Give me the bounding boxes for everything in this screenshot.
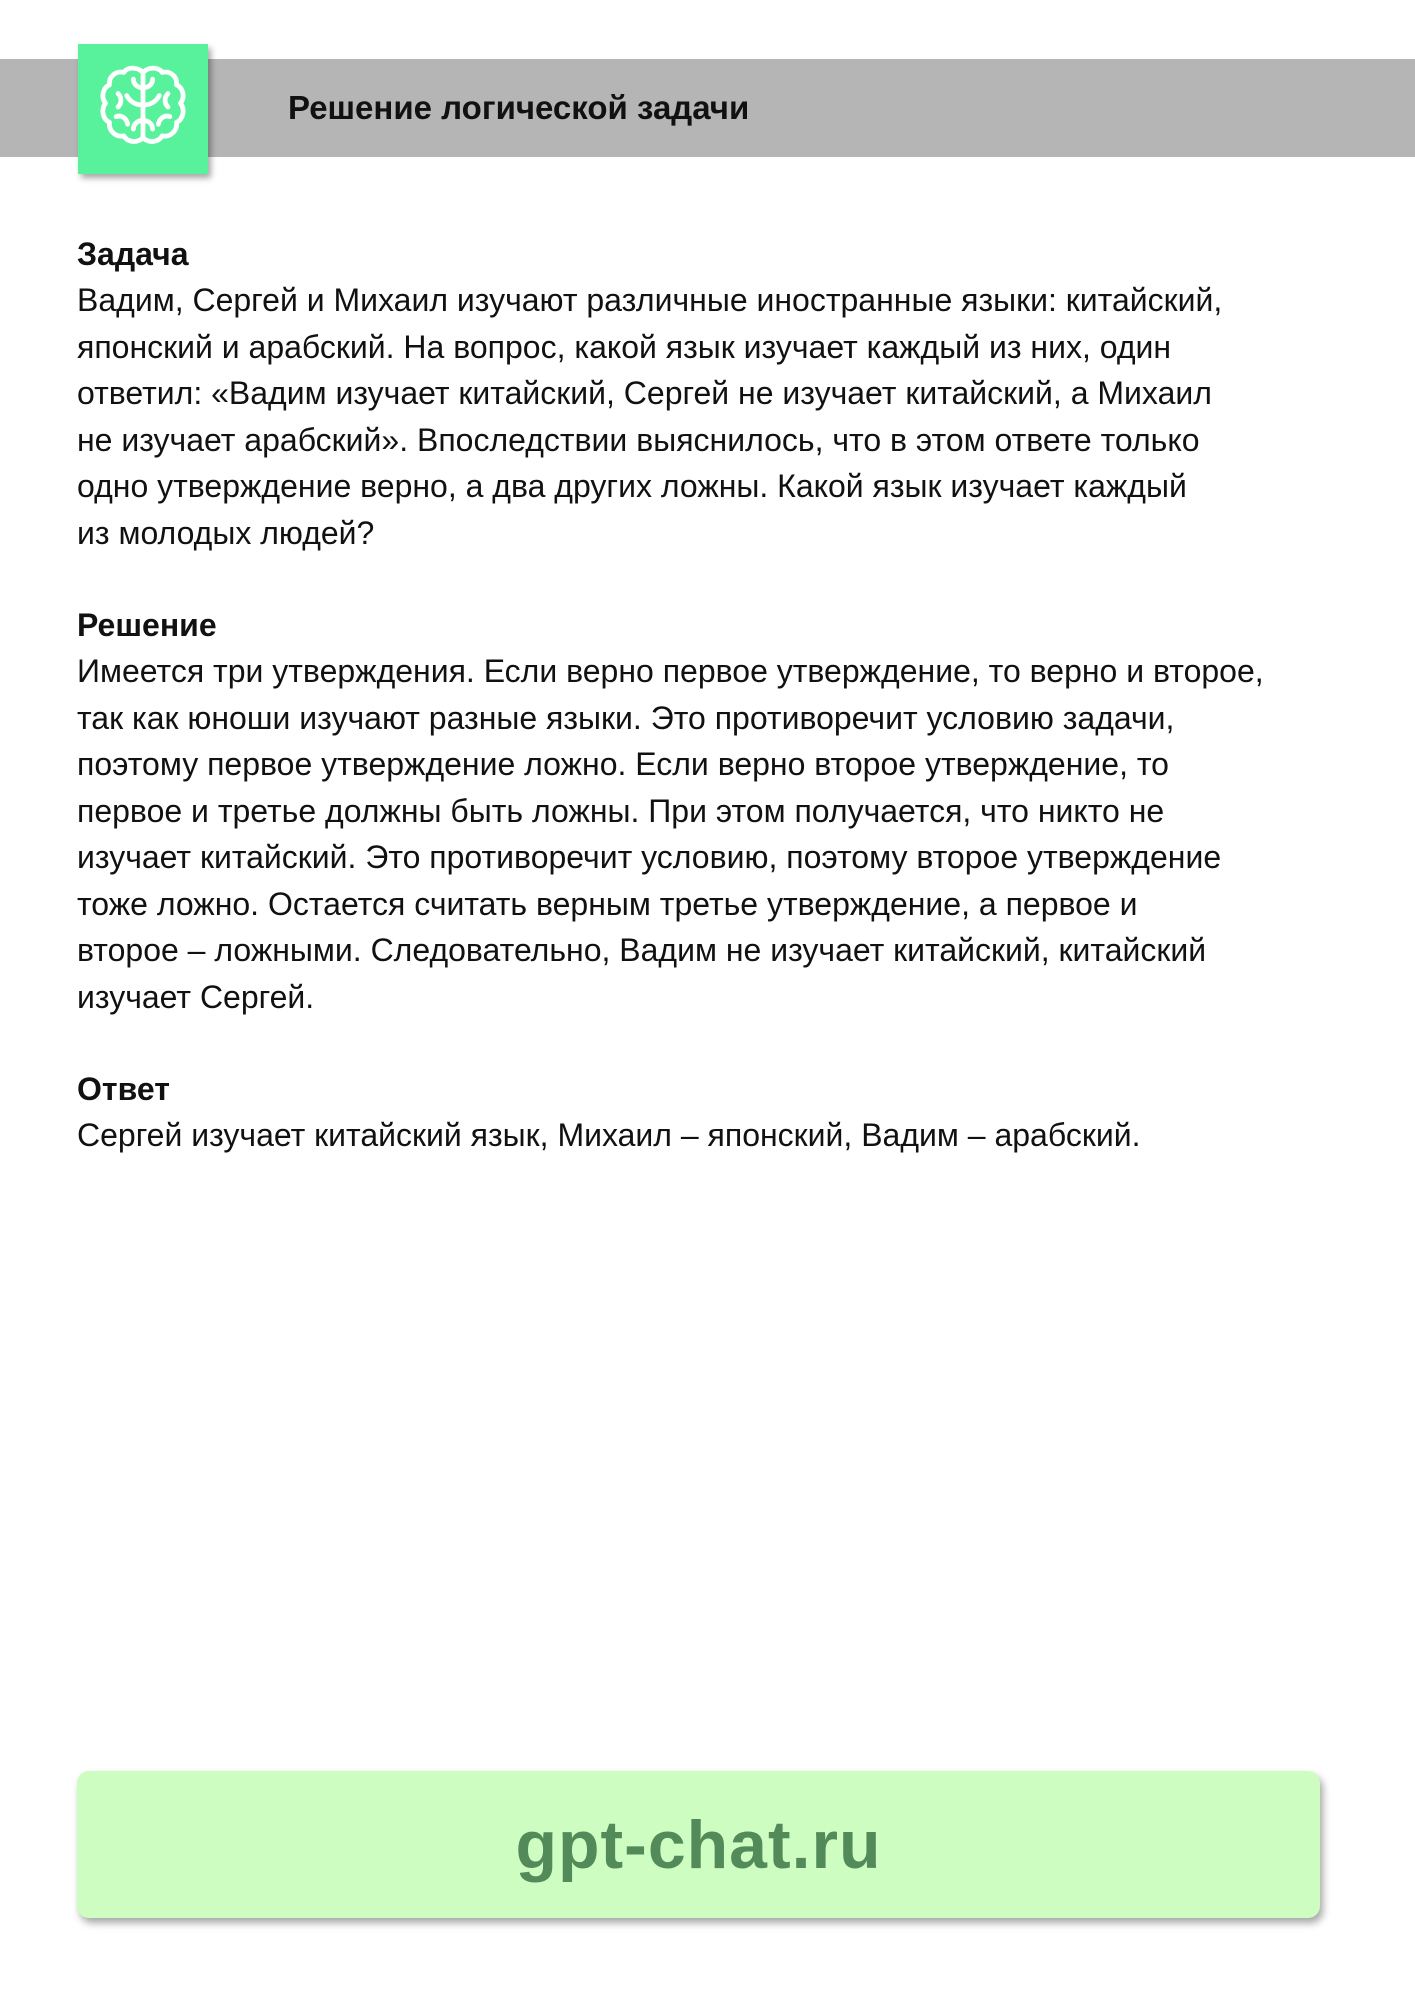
task-section — [77, 231, 1377, 556]
answer-line: Сергей изучает китайский язык, Михаил – японский, Вадим – арабский. — [77, 1117, 1141, 1153]
document-body — [77, 231, 1377, 1205]
solution-line: изучает китайский. Это противоречит условию, поэтому второе утверждение — [77, 839, 1222, 875]
task-line: одно утверждение верно, а два других ложны. Какой язык изучает каждый — [77, 468, 1187, 504]
logo — [78, 44, 208, 174]
footer-banner — [77, 1771, 1320, 1918]
task-heading: Задача — [77, 236, 189, 272]
solution-heading: Решение — [77, 607, 217, 643]
task-line: не изучает арабский». Впоследствии выяснилось, что в этом ответе только — [77, 421, 1200, 458]
solution-section — [77, 602, 1377, 1020]
solution-line: тоже ложно. Остается считать верным третье утверждение, а первое и — [77, 885, 1138, 922]
solution-line: первое и третье должны быть ложны. При этом получается, что никто не — [77, 792, 1165, 829]
task-line: японский и арабский. На вопрос, какой язык изучает каждый из них, один — [77, 328, 1172, 365]
footer-site-name: gpt-chat.ru — [515, 1806, 882, 1883]
solution-line: изучает Сергей. — [77, 978, 315, 1015]
task-line: Вадим, Сергей и Михаил изучают различные иностранные языки: китайский, — [77, 282, 1223, 318]
solution-line: второе – ложными. Следовательно, Вадим не изучает китайский, китайский — [77, 932, 1207, 968]
answer-section — [77, 1066, 1377, 1159]
solution-line: Имеется три утверждения. Если верно первое утверждение, то верно и второе, — [77, 653, 1264, 689]
solution-line: так как юноши изучают разные языки. Это противоречит условию задачи, — [77, 699, 1175, 736]
task-line: из молодых людей? — [77, 514, 375, 551]
task-line: ответил: «Вадим изучает китайский, Сергей не изучает китайский, а Михаил — [77, 375, 1212, 411]
page-title: Решение логической задачи — [288, 89, 750, 126]
answer-heading: Ответ — [77, 1071, 170, 1107]
brain-icon — [95, 59, 191, 160]
solution-line: поэтому первое утверждение ложно. Если верно второе утверждение, то — [77, 746, 1169, 782]
